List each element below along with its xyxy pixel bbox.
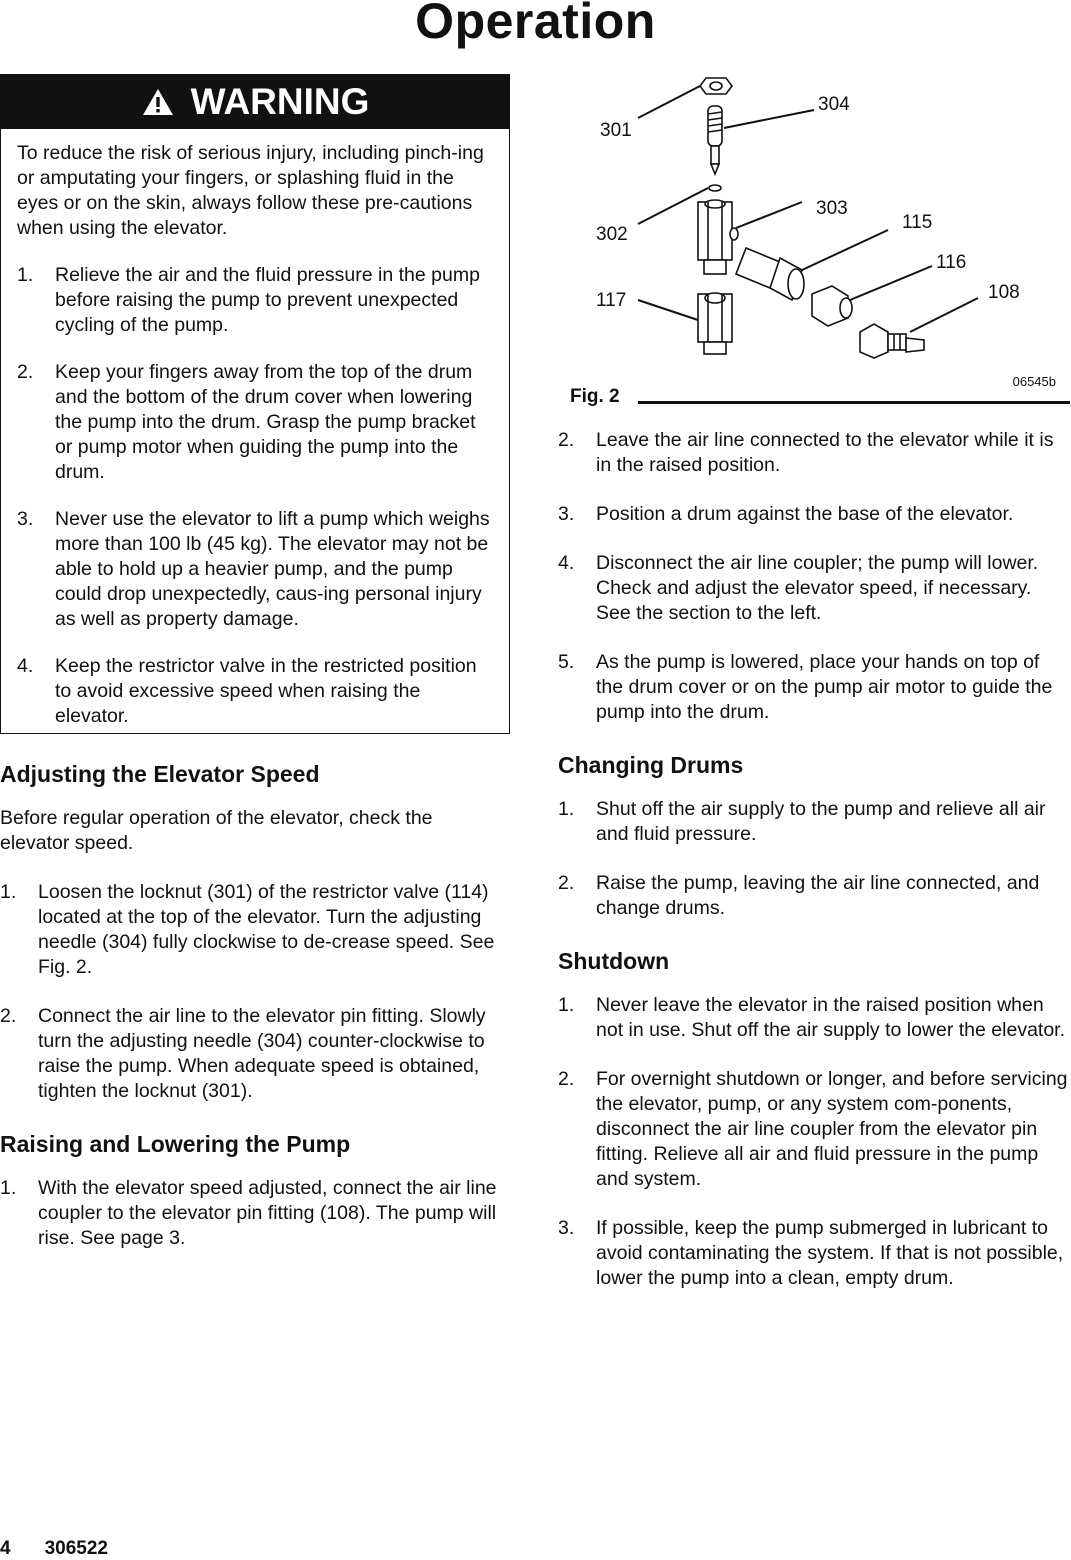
changing-list bbox=[558, 797, 1070, 921]
page-title: Operation bbox=[415, 0, 656, 49]
warning-box bbox=[0, 74, 510, 734]
list-item: 2. Raise the pump, leaving the air line connected, and change drums. bbox=[558, 872, 1040, 919]
right-column bbox=[558, 428, 1070, 1317]
figure-label: Fig. 2 bbox=[570, 386, 620, 407]
callout-108: 108 bbox=[988, 282, 1020, 303]
shutdown-list bbox=[558, 993, 1070, 1291]
warning-triangle-icon bbox=[141, 87, 175, 117]
list-item: 3. Never use the elevator to lift a pump which weighs more than 100 lb (45 kg). The elevator may not be able to hold up a heavier pump, and the pump could drop unexpectedly, caus-ing personal injury as well as property damage. bbox=[17, 508, 490, 630]
list-item: 3. If possible, keep the pump submerged in lubricant to avoid contaminating the system. If that is not possible, lower the pump into a clean, empty drum. bbox=[558, 1217, 1064, 1289]
list-item: 5. As the pump is lowered, place your hands on top of the drum cover or on the pump air motor to guide the pump into the drum. bbox=[558, 651, 1053, 723]
section-heading-raising: Raising and Lowering the Pump bbox=[0, 1131, 351, 1157]
list-item: 2. Connect the air line to the elevator pin fitting. Slowly turn the adjusting needle (304) counter-clockwise to raise the pump. When adequate speed is obtained, tighten the locknut (301). bbox=[0, 1005, 486, 1102]
callout-301: 301 bbox=[600, 120, 632, 141]
list-item: 1. Shut off the air supply to the pump and relieve all air and fluid pressure. bbox=[558, 798, 1046, 845]
list-item: 4. Keep the restrictor valve in the restricted position to avoid excessive speed when raising the elevator. bbox=[17, 655, 477, 727]
warning-intro: To reduce the risk of serious injury, including pinch-ing or amputating your fingers, or splashing fluid in the eyes or on the skin, always follow these pre-cautions when using the elevator. bbox=[17, 142, 484, 239]
document-number: 306522 bbox=[44, 1538, 108, 1559]
warning-title: WARNING bbox=[190, 81, 370, 122]
left-column bbox=[0, 760, 500, 1277]
callout-302: 302 bbox=[596, 224, 628, 245]
section-heading-changing: Changing Drums bbox=[558, 752, 744, 778]
figure-rule bbox=[638, 401, 1070, 404]
list-item: 4. Disconnect the air line coupler; the pump will lower. Check and adjust the elevator speed, if necessary. See the section to the left. bbox=[558, 552, 1039, 624]
raising-list-part1 bbox=[0, 1176, 500, 1251]
adjusting-intro: Before regular operation of the elevator, check the elevator speed. bbox=[0, 807, 433, 854]
raising-list-part2 bbox=[558, 428, 1070, 725]
list-item: 1. Loosen the locknut (301) of the restrictor valve (114) located at the top of the elevator. Turn the adjusting needle (304) fully clockwise to de-crease speed. See Fig. 2. bbox=[0, 881, 495, 978]
warning-header bbox=[1, 75, 509, 129]
adjusting-list bbox=[0, 880, 500, 1104]
callout-117: 117 bbox=[596, 290, 627, 311]
list-item: 1. Relieve the air and the fluid pressure in the pump before raising the pump to prevent unexpected cycling of the pump. bbox=[17, 264, 480, 336]
figure-code: 06545b bbox=[1012, 374, 1056, 389]
list-item: 1. Never leave the elevator in the raised position when not in use. Shut off the air supply to lower the elevator. bbox=[558, 994, 1066, 1041]
section-heading-adjusting: Adjusting the Elevator Speed bbox=[0, 761, 320, 787]
callout-303: 303 bbox=[816, 198, 848, 219]
callout-116: 116 bbox=[936, 252, 967, 273]
callout-304: 304 bbox=[818, 94, 850, 115]
list-item: 3. Position a drum against the base of the elevator. bbox=[558, 503, 1014, 525]
list-item: 1. With the elevator speed adjusted, connect the air line coupler to the elevator pin fitting (108). The pump will rise. See page 3. bbox=[0, 1177, 497, 1249]
restrictor-valve-diagram bbox=[558, 62, 1070, 372]
figure-2 bbox=[558, 62, 1070, 412]
section-heading-shutdown: Shutdown bbox=[558, 948, 670, 974]
page-number: 4 bbox=[0, 1538, 11, 1559]
list-item: 2. Keep your fingers away from the top of the drum and the bottom of the drum cover when lowering the pump into the drum. Grasp the pump bracket or pump motor when guiding the pump into the drum. bbox=[17, 361, 476, 483]
callout-115: 115 bbox=[902, 212, 933, 233]
warning-list bbox=[17, 263, 493, 729]
list-item: 2. Leave the air line connected to the elevator while it is in the raised position. bbox=[558, 429, 1054, 476]
list-item: 2. For overnight shutdown or longer, and before servicing the elevator, pump, or any system com-ponents, disconnect the air line coupler from the elevator pin fitting. Relieve all air and fluid pressure in the pump and system. bbox=[558, 1068, 1068, 1190]
